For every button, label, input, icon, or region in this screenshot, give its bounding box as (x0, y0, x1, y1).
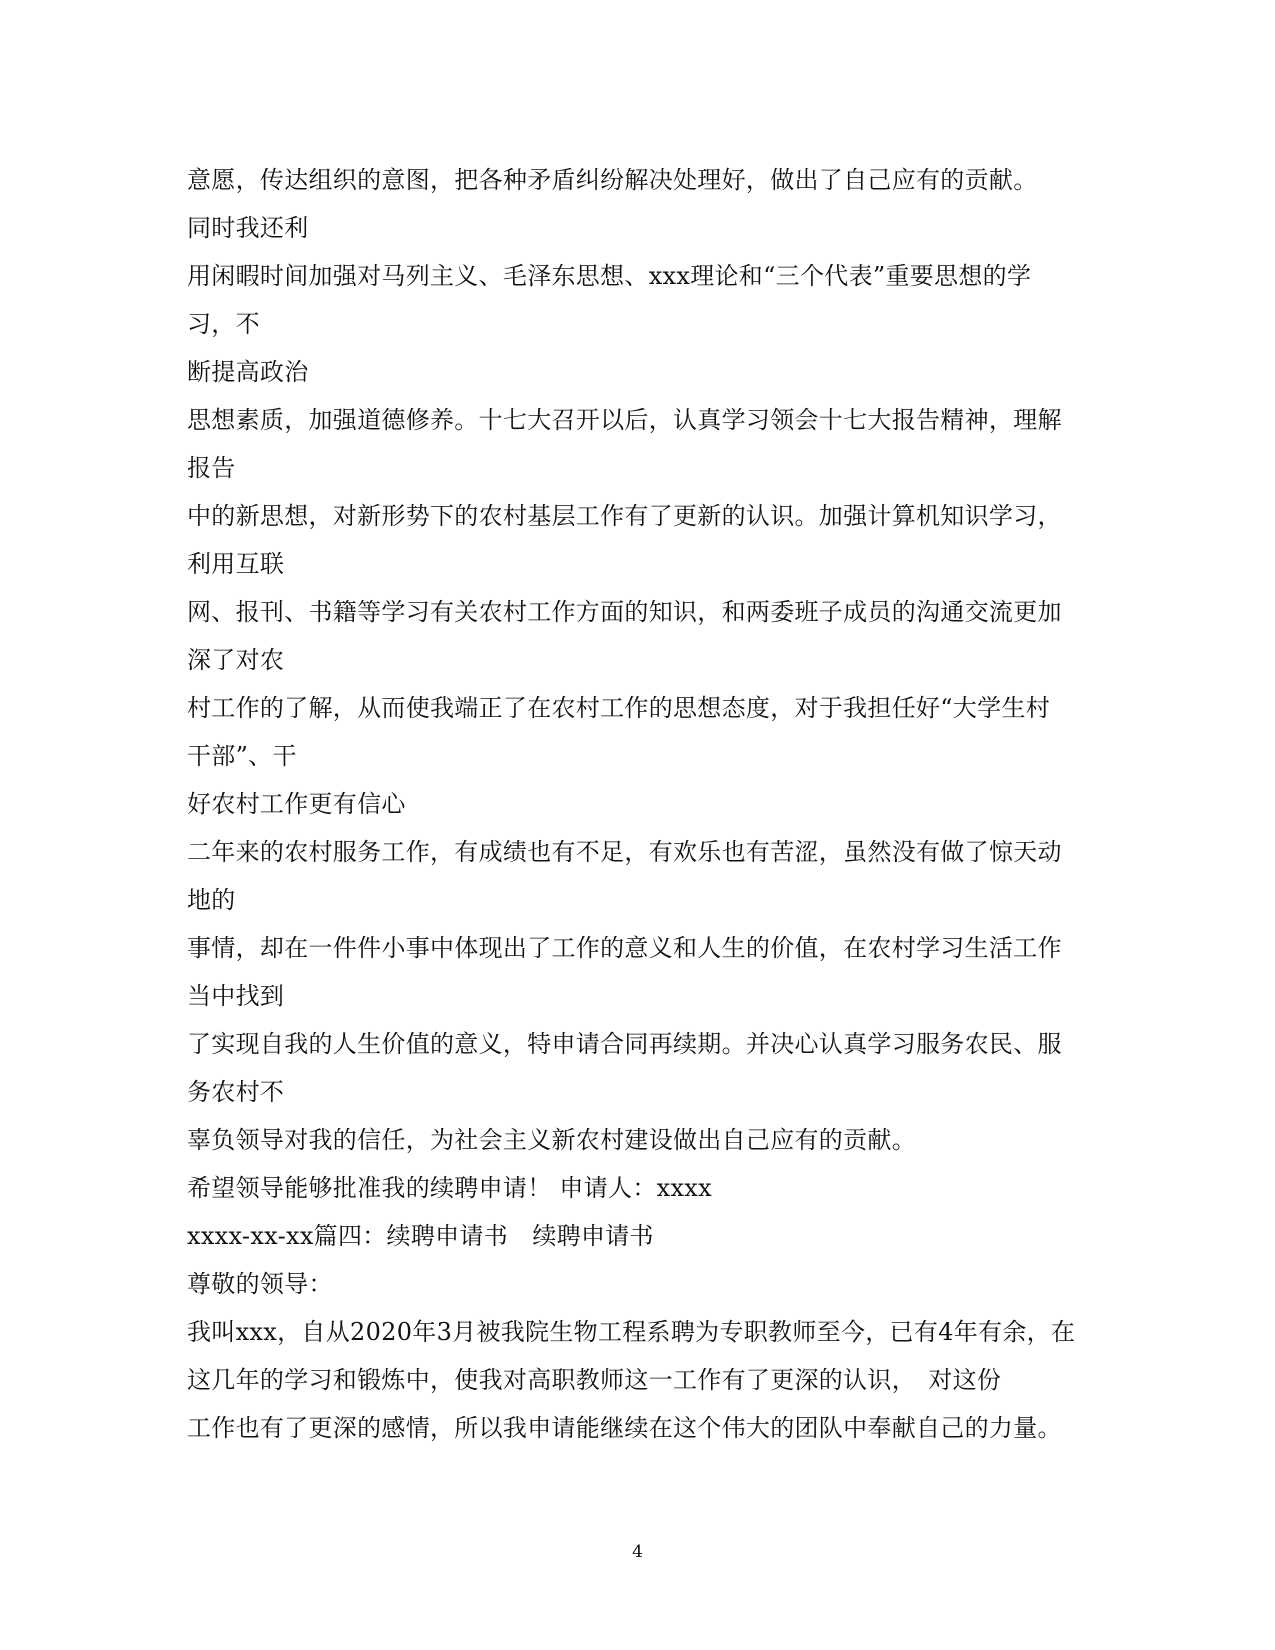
text-line: 务农村不 (187, 1078, 285, 1106)
text-line: 断提高政治 (187, 358, 309, 386)
text-line: 辜负领导对我的信任，为社会主义新农村建设做出自己应有的贡献。 (187, 1126, 916, 1154)
text-line: 干部”、干 (187, 742, 297, 770)
signature-line: 希望领导能够批准我的续聘申请！ 申请人：xxxx (187, 1174, 712, 1202)
text-line: 地的 (187, 886, 236, 914)
salutation-line: 尊敬的领导： (187, 1270, 333, 1298)
text-line: 我叫xxx，自从2020年3月被我院生物工程系聘为专职教师至今，已有4年有余，在 (187, 1318, 1076, 1346)
text-line: 当中找到 (187, 982, 285, 1010)
text-line: 意愿，传达组织的意图，把各种矛盾纠纷解决处理好，做出了自己应有的贡献。 (187, 166, 1038, 194)
section-heading-line: xxxx-xx-xx篇四：续聘申请书 续聘申请书 (187, 1222, 654, 1250)
text-line: 报告 (187, 454, 236, 482)
text-line: 利用互联 (187, 550, 285, 578)
text-line: 思想素质，加强道德修养。十七大召开以后，认真学习领会十七大报告精神，理解 (187, 406, 1062, 434)
text-line: 村工作的了解，从而使我端正了在农村工作的思想态度，对于我担任好“大学生村 (187, 694, 1051, 722)
text-line: 了实现自我的人生价值的意义，特申请合同再续期。并决心认真学习服务农民、服 (187, 1030, 1062, 1058)
text-line: 好农村工作更有信心 (187, 790, 406, 818)
text-line: 中的新思想，对新形势下的农村基层工作有了更新的认识。加强计算机知识学习， (187, 502, 1062, 530)
text-line: 习，不 (187, 310, 260, 338)
text-line: 工作也有了更深的感情，所以我申请能继续在这个伟大的团队中奉献自己的力量。 (187, 1414, 1062, 1442)
text-line: 事情，却在一件件小事中体现出了工作的意义和人生的价值，在农村学习生活工作 (187, 934, 1062, 962)
text-line: 网、报刊、书籍等学习有关农村工作方面的知识，和两委班子成员的沟通交流更加 (187, 598, 1062, 626)
text-line: 这几年的学习和锻炼中，使我对高职教师这一工作有了更深的认识， 对这份 (187, 1366, 1002, 1394)
text-line: 同时我还利 (187, 214, 309, 242)
text-line: 二年来的农村服务工作，有成绩也有不足，有欢乐也有苦涩，虽然没有做了惊天动 (187, 838, 1062, 866)
page-number: 4 (632, 1542, 643, 1562)
text-line: 深了对农 (187, 646, 285, 674)
body-text (187, 156, 1107, 1452)
text-line: 用闲暇时间加强对马列主义、毛泽东思想、xxx理论和“三个代表”重要思想的学 (187, 262, 1032, 290)
